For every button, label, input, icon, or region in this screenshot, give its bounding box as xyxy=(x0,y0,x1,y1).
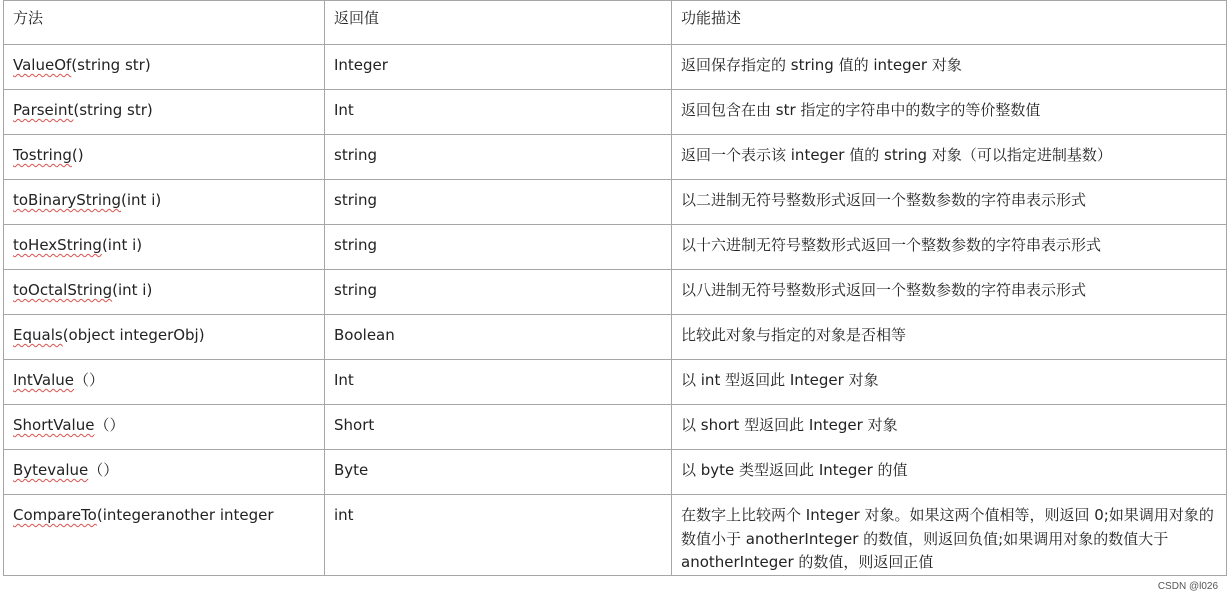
table-row xyxy=(4,315,1227,360)
method-params: (integeranother integer xyxy=(96,506,274,524)
method-name: toBinaryString xyxy=(13,191,122,209)
method-cell xyxy=(4,90,325,135)
returns-cell: int xyxy=(325,495,672,576)
table-row xyxy=(4,180,1227,225)
method-params: （） xyxy=(88,461,119,479)
method-name: IntValue xyxy=(13,371,75,389)
method-params: （） xyxy=(94,416,125,434)
table-row xyxy=(4,270,1227,315)
method-name: Tostring xyxy=(13,146,72,164)
method-cell xyxy=(4,225,325,270)
method-params: () xyxy=(71,146,84,164)
method-cell xyxy=(4,270,325,315)
method-cell xyxy=(4,450,325,495)
header-description: 功能描述 xyxy=(672,1,1227,45)
method-name: toOctalString xyxy=(13,281,113,299)
methods-table xyxy=(3,0,1227,576)
method-params: (string str) xyxy=(73,101,153,119)
returns-cell: Boolean xyxy=(325,315,672,360)
description-cell: 以 int 型返回此 Integer 对象 xyxy=(672,360,1227,405)
returns-cell: Byte xyxy=(325,450,672,495)
table-row xyxy=(4,495,1227,576)
method-name: ValueOf xyxy=(13,56,72,74)
method-cell xyxy=(4,405,325,450)
method-params: (string str) xyxy=(71,56,151,74)
method-params: (object integerObj) xyxy=(62,326,205,344)
method-name: ShortValue xyxy=(13,416,95,434)
table-row xyxy=(4,90,1227,135)
table-row xyxy=(4,405,1227,450)
method-params: (int i) xyxy=(121,191,162,209)
returns-cell: Int xyxy=(325,90,672,135)
description-cell: 返回包含在由 str 指定的字符串中的数字的等价整数值 xyxy=(672,90,1227,135)
table-row xyxy=(4,225,1227,270)
header-method: 方法 xyxy=(4,1,325,45)
method-cell xyxy=(4,495,325,576)
returns-cell: string xyxy=(325,270,672,315)
method-params: (int i) xyxy=(101,236,143,254)
header-returns: 返回值 xyxy=(325,1,672,45)
method-name: toHexString xyxy=(13,236,102,254)
description-cell: 在数字上比较两个 Integer 对象。如果这两个值相等，则返回 0;如果调用对象的数值小于 anotherInteger 的数值，则返回负值;如果调用对象的数值大于 anotherInteger 的数值，则返回正值 xyxy=(672,495,1227,576)
method-name: Bytevalue xyxy=(13,461,89,479)
returns-cell: string xyxy=(325,180,672,225)
table-row xyxy=(4,450,1227,495)
table-row xyxy=(4,360,1227,405)
returns-cell: string xyxy=(325,225,672,270)
description-cell: 以 byte 类型返回此 Integer 的值 xyxy=(672,450,1227,495)
method-cell xyxy=(4,45,325,90)
table-row xyxy=(4,135,1227,180)
description-cell: 以 short 型返回此 Integer 对象 xyxy=(672,405,1227,450)
method-cell xyxy=(4,135,325,180)
description-cell: 返回一个表示该 integer 值的 string 对象（可以指定进制基数） xyxy=(672,135,1227,180)
method-name: Equals xyxy=(13,326,63,344)
description-cell: 以二进制无符号整数形式返回一个整数参数的字符串表示形式 xyxy=(672,180,1227,225)
description-cell: 以八进制无符号整数形式返回一个整数参数的字符串表示形式 xyxy=(672,270,1227,315)
method-params: （） xyxy=(74,371,105,389)
method-cell xyxy=(4,315,325,360)
method-cell xyxy=(4,180,325,225)
returns-cell: string xyxy=(325,135,672,180)
method-name: CompareTo xyxy=(13,506,97,524)
table-header-row xyxy=(4,1,1227,45)
returns-cell: Short xyxy=(325,405,672,450)
method-params: (int i) xyxy=(112,281,153,299)
csdn-watermark: CSDN @l026 xyxy=(1157,581,1218,592)
method-cell xyxy=(4,360,325,405)
description-cell: 返回保存指定的 string 值的 integer 对象 xyxy=(672,45,1227,90)
returns-cell: Int xyxy=(325,360,672,405)
returns-cell: Integer xyxy=(325,45,672,90)
description-cell: 以十六进制无符号整数形式返回一个整数参数的字符串表示形式 xyxy=(672,225,1227,270)
description-cell: 比较此对象与指定的对象是否相等 xyxy=(672,315,1227,360)
table-row xyxy=(4,45,1227,90)
method-name: Parseint xyxy=(13,101,74,119)
